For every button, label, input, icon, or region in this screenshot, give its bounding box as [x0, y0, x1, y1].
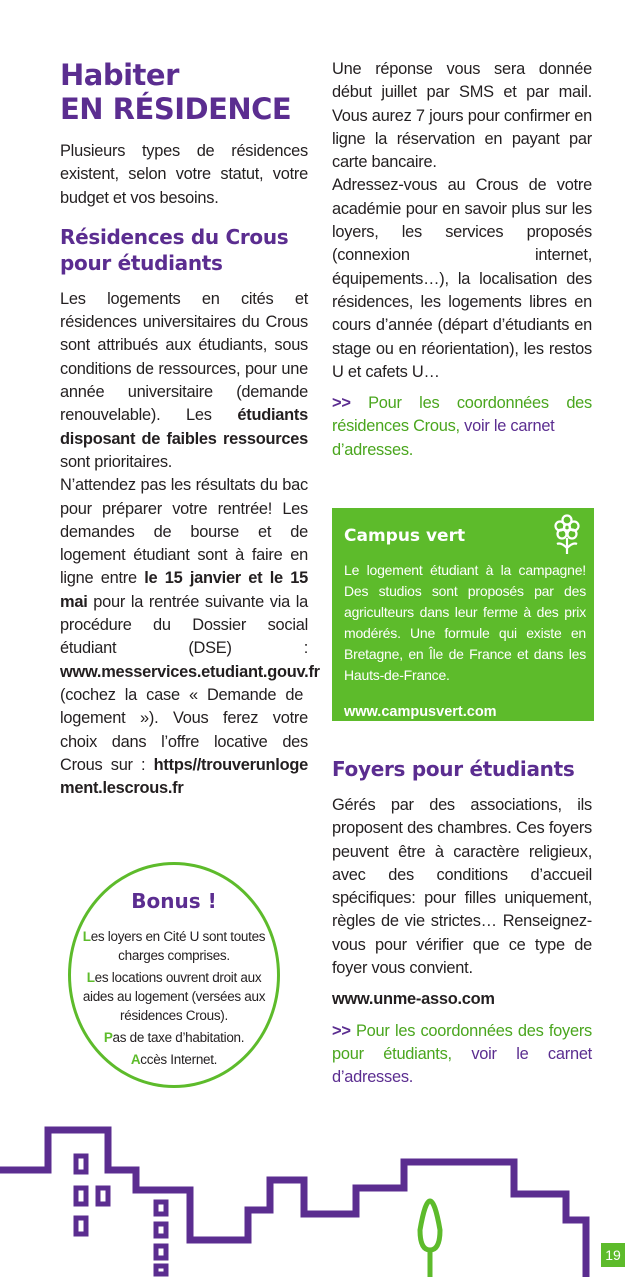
campus-vert-text: Le logement étudiant à la campagne! Des studios sont proposés par des agriculteurs dans leur ferme à des prix modérés. Une formule qui existe en Bretagne, en Île de France et dans les Hauts-de-France.: [344, 562, 586, 683]
link-text-purple: voir le carnet: [464, 417, 555, 436]
link-text-purple: voir le carnet d’adresses.: [332, 1044, 592, 1087]
para1-text-b: sont prioritaires.: [60, 452, 173, 471]
bonus-list: [79, 927, 269, 1072]
bonus-circle: [68, 862, 280, 1088]
dse-link[interactable]: www.messervices.etudiant.gouv.fr: [60, 662, 320, 681]
cityscape-illustration: [0, 1110, 638, 1277]
para2-dates: le 15 janvier et le 15 mai: [60, 569, 308, 611]
residences-paragraph-2: [60, 474, 320, 800]
para1-text-a: Les logements en cités et résidences universitaires du Crous sont attribués aux étudiants, sous conditions de ressources, pour une année universitaire (demande renouvelable). Les: [60, 289, 308, 425]
bonus-item-text: ccès Internet.: [140, 1052, 218, 1067]
campus-vert-box: [332, 508, 594, 721]
bonus-item: [79, 968, 269, 1025]
crous-offer-link[interactable]: https//trouverunlogement.lescrous.fr: [60, 755, 308, 798]
bonus-item-cap: A: [130, 1052, 141, 1067]
bonus-item-text: as de taxe d’habitation.: [112, 1030, 245, 1045]
bonus-item-cap: P: [103, 1030, 113, 1045]
link-text-green-2: d’adresses.: [332, 440, 414, 459]
crous-addresses-link[interactable]: [332, 392, 592, 462]
campus-vert-title: Campus vert: [344, 526, 466, 546]
bonus-item-cap: L: [82, 929, 91, 944]
arrow-icon: >>: [332, 1021, 351, 1040]
crous-info-paragraph: Adressez-vous au Crous de votre académie pour en savoir plus sur les loyers, les services proposés (connexion internet, équipements…), la localisation des résidences, les logements libres en cours d’année (départ d’étudiants en stage ou en réorientation), les restos U et cafets U…: [332, 176, 592, 381]
bonus-item-cap: L: [86, 970, 95, 985]
page-title-line1: Habiter: [60, 58, 179, 92]
link-text-green: Pour les coordonnées des résidences Crous,: [332, 394, 592, 436]
page-number: 19: [601, 1243, 625, 1267]
section-title-residences: [60, 224, 308, 276]
left-column: [60, 58, 320, 800]
response-paragraph: Une réponse vous sera donnée début juillet par SMS et par mail. Vous aurez 7 jours pour confirmer en ligne la réservation en payant par carte bancaire.: [332, 60, 592, 172]
flower-icon: [550, 512, 584, 556]
foyers-paragraph: Gérés par des associations, ils proposent des chambres. Ces foyers peuvent être à caractère religieux, avec des conditions d’accueil spécifiques: pour filles uniquement, règles de vie strictes… Renseignez-vous pour vérifier que ce type de foyer vous convient.: [332, 796, 592, 978]
para2-text-c: (cochez la case « Demande de logement »). Vous ferez votre choix dans l’offre locative des Crous sur :: [60, 685, 308, 774]
bonus-item-text: es locations ouvrent droit aux aides au logement (versées aux résidences Crous).: [82, 970, 266, 1023]
right-column: [332, 58, 592, 462]
bonus-item: [79, 1050, 269, 1069]
para1-bold: étudiants disposant de faibles ressources: [60, 406, 308, 448]
bonus-item: [79, 1028, 269, 1047]
section-title-line2: pour étudiants: [60, 250, 223, 275]
foyers-title: Foyers pour étudiants: [332, 757, 575, 781]
foyers-section: [332, 756, 592, 1090]
residences-paragraph-1: [60, 288, 308, 474]
para2-text-b: pour la rentrée suivante via la procédure du Dossier social étudiant (DSE) :: [60, 592, 308, 658]
para2-text-a: N’attendez pas les résultats du bac pour préparer votre rentrée! Les demandes de bourse et de logement étudiant sont à faire en ligne entre: [60, 476, 308, 588]
bonus-item-text: es loyers en Cité U sont toutes charges comprises.: [90, 929, 266, 963]
page-title-line2: EN RÉSIDENCE: [60, 92, 292, 126]
bonus-item: [79, 927, 269, 965]
link-text-green: Pour les coordonnées des foyers pour étudiants,: [332, 1021, 592, 1063]
bonus-title: Bonus !: [131, 889, 217, 913]
arrow-icon: >>: [332, 394, 351, 413]
unme-link[interactable]: www.unme-asso.com: [332, 990, 495, 1009]
section-title-line1: Résidences du Crous: [60, 224, 289, 249]
intro-text: Plusieurs types de résidences existent, selon votre statut, votre budget et vos besoins.: [60, 142, 308, 207]
foyers-addresses-link[interactable]: [332, 1020, 592, 1090]
campus-vert-link[interactable]: www.campusvert.com: [344, 704, 497, 720]
